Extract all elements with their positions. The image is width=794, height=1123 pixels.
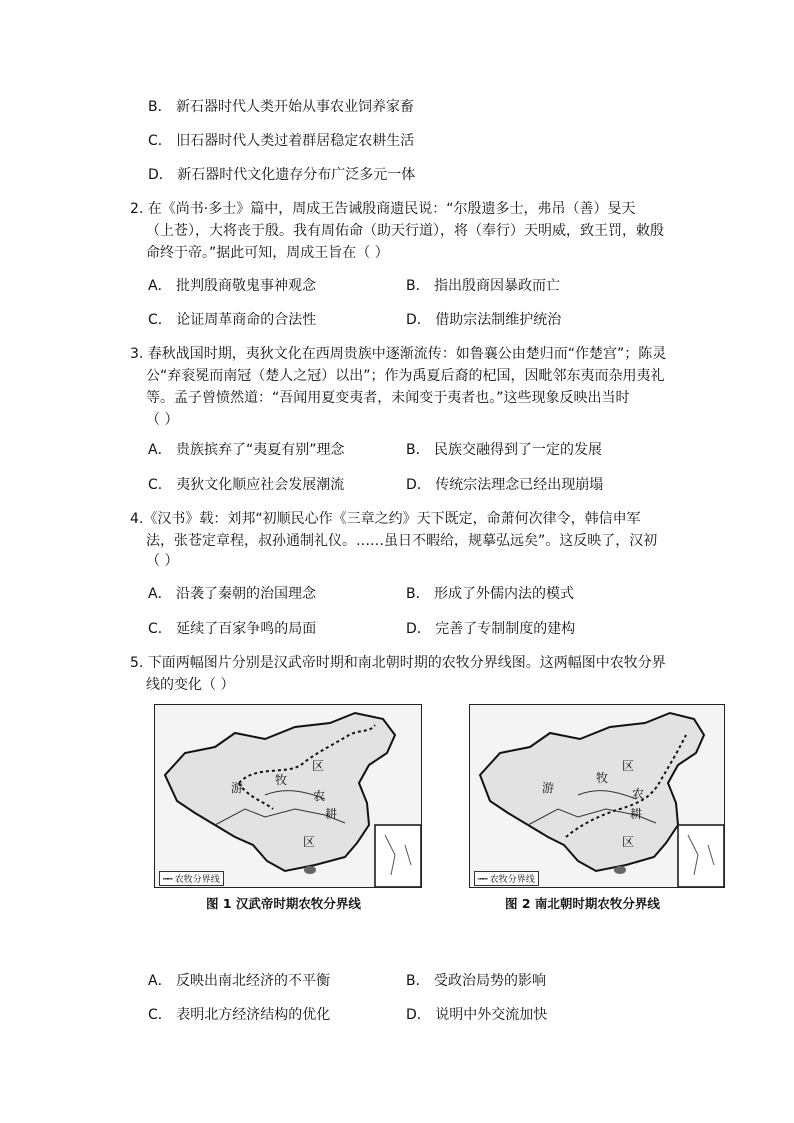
q4-stem-line1: 4.《汉书》载：刘邦“初顺民心作《三章之约》天下既定，命萧何次律令，韩信申军 xyxy=(130,511,641,527)
map2-label-nong: 农 xyxy=(632,787,645,801)
map1-label-qu2: 区 xyxy=(303,835,316,849)
map1-label-mu: 牧 xyxy=(275,773,288,787)
q3-stem-line2: 公“弃衮冕而南冠（楚人之冠）以出”；作为禹夏后裔的杞国，因毗邻东夷而杂用夷礼 xyxy=(146,368,665,384)
q4-option-b: B． 形成了外儒内法的模式 xyxy=(406,586,575,602)
q3-option-a: A． 贵族摈弃了“夷夏有别”理念 xyxy=(148,442,345,458)
q5-stem-line1: 5. 下面两幅图片分别是汉武帝时期和南北朝时期的农牧分界线图。这两幅图中农牧分界 xyxy=(130,655,666,671)
q5-option-a: A． 反映出南北经济的不平衡 xyxy=(148,973,331,989)
legend-dash-glyph-2: ┅┅ xyxy=(478,875,487,885)
q3-stem-line1: 3. 春秋战国时期，夷狄文化在西周贵族中逐渐流传：如鲁襄公由楚归而“作楚宫”；陈灵 xyxy=(130,346,667,362)
map1-legend xyxy=(159,871,224,886)
q4-option-d: D． 完善了专制制度的建构 xyxy=(406,621,576,637)
map2-label-you: 游 xyxy=(542,781,555,795)
q1-option-c: C． 旧石器时代人类过着群居稳定农耕生活 xyxy=(148,133,415,149)
q2-option-b: B． 指出殷商因暴政而亡 xyxy=(406,278,561,294)
map1-caption: 图 1 汉武帝时期农牧分界线 xyxy=(206,896,361,911)
q4-option-c: C． 延续了百家争鸣的局面 xyxy=(148,621,317,637)
q3-option-d: D． 传统宗法理念已经出现崩塌 xyxy=(406,477,604,493)
q1-option-b: B． 新石器时代人类开始从事农业饲养家畜 xyxy=(148,99,415,115)
q3-stem-line3: 等。孟子曾愤然道：“吾闻用夏变夷者，未闻变于夷者也。”这些现象反映出当时 xyxy=(146,390,630,406)
map2-legend-label: 农牧分界线 xyxy=(489,875,535,885)
q4-stem-line3: （ ） xyxy=(146,553,179,569)
map2-label-mu: 牧 xyxy=(596,771,609,785)
map1-label-nong: 农 xyxy=(313,789,326,803)
map-han-wudi xyxy=(154,704,422,888)
q3-option-c: C． 夷狄文化顺应社会发展潮流 xyxy=(148,477,345,493)
q2-option-a: A． 批判殷商敬鬼事神观念 xyxy=(148,278,317,294)
map1-legend-label: 农牧分界线 xyxy=(174,875,220,885)
china-outline-map-1 xyxy=(155,705,421,887)
q1-option-d: D． 新石器时代文化遗存分布广泛多元一体 xyxy=(148,167,416,183)
map1-label-qu1: 区 xyxy=(312,759,325,773)
q2-option-d: D． 借助宗法制维护统治 xyxy=(406,312,562,328)
q2-option-c: C． 论证周革商命的合法性 xyxy=(148,312,317,328)
map2-label-qu1: 区 xyxy=(622,759,635,773)
q3-stem-line4: （ ） xyxy=(146,412,179,428)
q5-stem-line2: 线的变化（ ） xyxy=(146,677,235,693)
china-outline-map-2 xyxy=(470,705,724,887)
map2-label-geng: 耕 xyxy=(630,807,643,821)
map1-label-geng: 耕 xyxy=(325,807,338,821)
map2-caption: 图 2 南北朝时期农牧分界线 xyxy=(505,896,660,911)
q5-option-b: B． 受政治局势的影响 xyxy=(406,973,547,989)
q4-option-a: A． 沿袭了秦朝的治国理念 xyxy=(148,586,317,602)
q2-stem-line1: 2. 在《尚书·多士》篇中，周成王告诫殷商遗民说：“尔殷遗多士，弗吊（善）旻天 xyxy=(130,201,636,217)
map1-label-you: 游 xyxy=(231,781,244,795)
map-nanbeichao xyxy=(469,704,725,888)
q3-option-b: B． 民族交融得到了一定的发展 xyxy=(406,442,603,458)
q4-stem-line2: 法，张苍定章程，叔孙通制礼仪。……虽日不暇给，规摹弘远矣”。这反映了，汉初 xyxy=(146,533,658,549)
q2-stem-line2: （上苍），大将丧于殷。我有周佑命（助天行道），将（奉行）天明威，致王罚，敕殷 xyxy=(146,223,664,239)
map2-legend xyxy=(474,871,539,886)
q5-option-d: D． 说明中外交流加快 xyxy=(406,1007,548,1023)
q5-option-c: C． 表明北方经济结构的优化 xyxy=(148,1007,331,1023)
map2-label-qu2: 区 xyxy=(622,835,635,849)
legend-dash-glyph-1: ┅┅ xyxy=(163,875,172,885)
q2-stem-line3: 命终于帝。”据此可知，周成王旨在（ ） xyxy=(146,245,389,261)
